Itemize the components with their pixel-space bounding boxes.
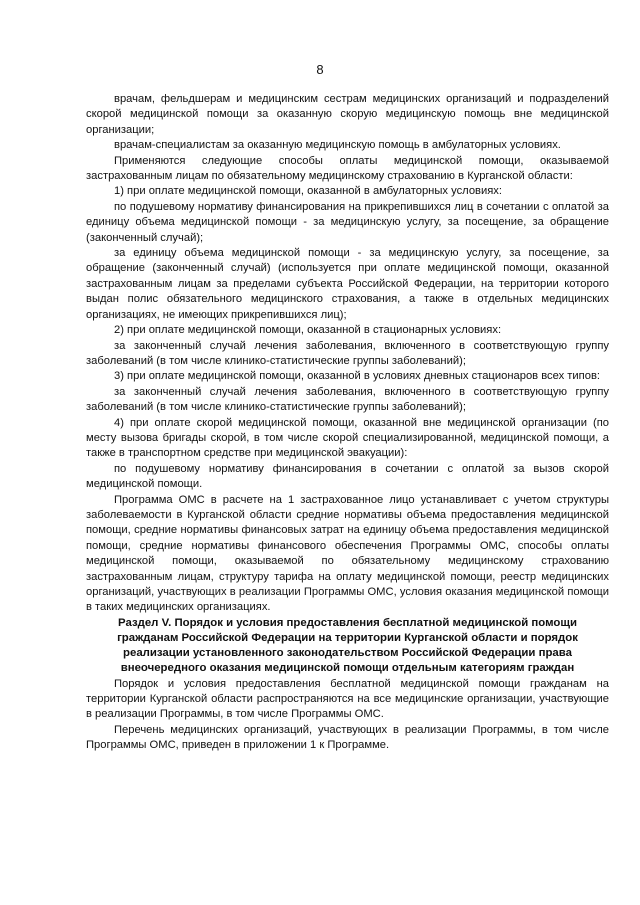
paragraph: Порядок и условия предоставления бесплатной медицинской помощи гражданам на территории Курганской области распространяются на все медицинские организации, участвующие в реализации Программы, в том числе Программы ОМС.	[86, 677, 609, 721]
paragraph: по подушевому нормативу финансирования в сочетании с оплатой за вызов скорой медицинской помощи.	[86, 462, 609, 491]
paragraph: Программа ОМС в расчете на 1 застрахованное лицо устанавливает с учетом структуры заболеваемости в Курганской области средние нормативы объема предоставления медицинской помощи, средние нормативы финансовых затрат на единицу объема предоставления медицинской помощи, средние нормативы финансового обеспечения Программы ОМС, способы оплаты медицинской помощи, оказываемой по обязательному медицинскому страхованию застрахованным лицам, структуру тарифа на оплату медицинской помощи, реестр медицинских организаций, участвующих в реализации Программы ОМС, условия оказания медицинской помощи в таких медицинских организациях.	[86, 493, 609, 614]
section-heading: Раздел V. Порядок и условия предоставления бесплатной медицинской помощи гражданам Российской Федерации на территории Курганской области и порядок реализации установленного законодательством Российской Федерации права внеочередного оказания медицинской помощи отдельным категориям граждан	[117, 616, 578, 675]
paragraph: по подушевому нормативу финансирования на прикрепившихся лиц в сочетании с оплатой за единицу объема медицинской помощи - за медицинскую услугу, за посещение, за обращение (законченный случай);	[86, 200, 609, 244]
paragraph: 4) при оплате скорой медицинской помощи, оказанной вне медицинской организации (по месту вызова бригады скорой, в том числе скорой специализированной, медицинской помощи, а также в транспортном средстве при медицинской эвакуации):	[86, 416, 609, 460]
paragraph: 3) при оплате медицинской помощи, оказанной в условиях дневных стационаров всех типов:	[114, 370, 601, 383]
paragraph: Применяются следующие способы оплаты медицинской помощи, оказываемой застрахованным лицам по обязательному медицинскому страхованию в Курганской области:	[86, 154, 609, 183]
paragraph: за законченный случай лечения заболевания, включенного в соответствующую группу заболеваний (в том числе клинико-статистические группы заболеваний);	[86, 385, 609, 414]
paragraph: 1) при оплате медицинской помощи, оказанной в амбулаторных условиях:	[114, 185, 502, 198]
paragraph: за единицу объема медицинской помощи - за медицинскую услугу, за посещение, за обращение (законченный случай) (используется при оплате медицинской помощи, оказанной застрахованным лицам за пределами субъекта Российской Федерации, на территории которого выдан полис обязательного медицинского страхования, а также в отдельных медицинских организациях, не имеющих прикрепившихся лиц);	[86, 247, 609, 321]
page-number: 8	[316, 62, 324, 77]
paragraph: 2) при оплате медицинской помощи, оказанной в стационарных условиях:	[114, 324, 502, 337]
paragraph: врачам-специалистам за оказанную медицинскую помощь в амбулаторных условиях.	[114, 139, 561, 152]
paragraph: Перечень медицинских организаций, участвующих в реализации Программы, в том числе Программы ОМС, приведен в приложении 1 к Программе.	[86, 723, 609, 752]
paragraph: за законченный случай лечения заболевания, включенного в соответствующую группу заболеваний (в том числе клинико-статистические группы заболеваний);	[86, 339, 609, 367]
document-body	[86, 92, 609, 754]
paragraph: врачам, фельдшерам и медицинским сестрам медицинских организаций и подразделений скорой медицинской помощи за оказанную скорую медицинскую помощь вне медицинской организации;	[86, 93, 609, 136]
